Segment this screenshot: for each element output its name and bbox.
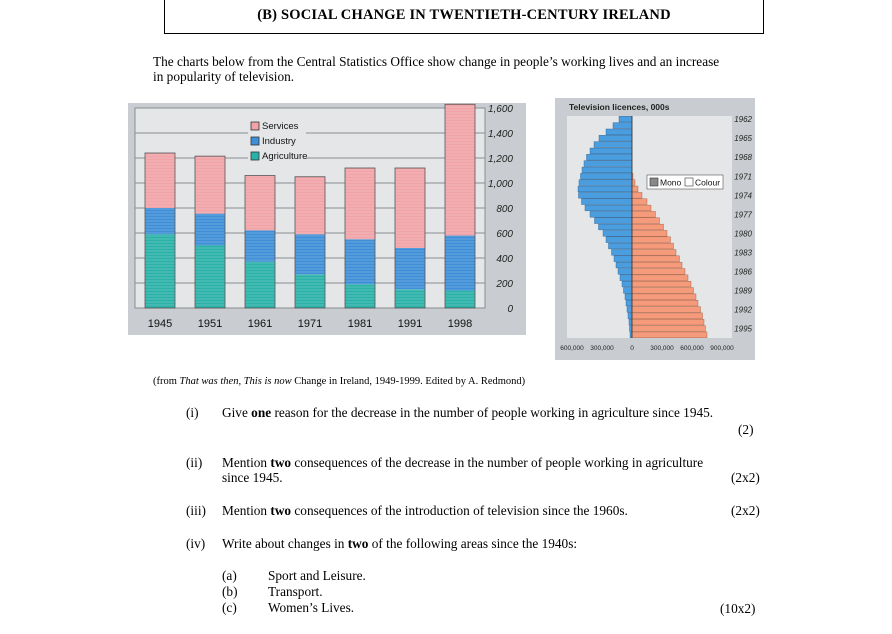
marks-i: (2) xyxy=(738,422,754,437)
bar-mono xyxy=(587,154,633,160)
bar-colour xyxy=(632,294,696,300)
x-tick-label: 900,000 xyxy=(710,345,734,352)
y-tick-label: 200 xyxy=(496,279,513,290)
subitem-text: Women’s Lives. xyxy=(268,600,355,615)
subitem-label: (a) xyxy=(222,568,237,583)
x-tick-label: 1991 xyxy=(397,318,423,330)
bar-colour xyxy=(632,319,704,325)
y-tick-label: 1,600 xyxy=(487,104,513,115)
y-tick-label: 1,200 xyxy=(487,154,513,165)
x-tick-label: 1945 xyxy=(147,318,173,330)
bar-mono xyxy=(603,230,632,236)
y-tick-label: 600 xyxy=(496,229,513,240)
question-text: Write about changes in two of the following areas since the 1940s: xyxy=(222,536,578,551)
subitem-label: (b) xyxy=(222,584,238,599)
source-prefix: (from xyxy=(153,376,180,387)
bar-mono xyxy=(599,224,633,230)
bar-colour xyxy=(632,180,635,186)
x-tick-label: 600,000 xyxy=(680,345,704,352)
x-tick-label: 300,000 xyxy=(650,345,674,352)
bar-colour xyxy=(632,313,703,319)
subitem-text: Transport. xyxy=(268,584,323,599)
bar-colour xyxy=(632,186,638,192)
y-tick-label: 0 xyxy=(507,304,513,315)
question-number: (iii) xyxy=(186,503,206,518)
bar-colour xyxy=(632,262,682,268)
legend-label-industry: Industry xyxy=(262,136,296,147)
bar-mono xyxy=(579,180,632,186)
marks-ii: (2x2) xyxy=(731,470,760,485)
bar-mono xyxy=(622,281,632,287)
y-tick-label: 1,400 xyxy=(487,129,513,140)
bar-colour xyxy=(632,230,667,236)
bar-mono xyxy=(606,237,632,243)
bar-colour xyxy=(632,218,660,224)
bar-colour xyxy=(632,243,674,249)
legend-swatch-services xyxy=(251,122,259,130)
bar-mono xyxy=(627,307,632,313)
bar-colour xyxy=(632,275,688,281)
subitem-label: (c) xyxy=(222,600,237,615)
y-tick-label: 400 xyxy=(496,254,513,265)
bar-mono xyxy=(579,192,633,198)
bar-mono xyxy=(616,262,632,268)
bar-mono xyxy=(612,250,633,256)
year-label: 1995 xyxy=(734,324,752,334)
bar-mono xyxy=(613,123,632,129)
y-tick-label: 1,000 xyxy=(487,179,513,190)
bar-colour xyxy=(632,224,664,230)
year-label: 1986 xyxy=(734,267,752,277)
source-citation xyxy=(153,376,525,387)
legend-swatch-agriculture xyxy=(251,152,259,160)
bar-colour xyxy=(632,199,647,205)
bar-colour xyxy=(632,211,656,217)
bar-mono xyxy=(599,135,632,141)
question-text-line-2: since 1945. xyxy=(222,470,283,485)
marks-iii: (2x2) xyxy=(731,503,760,518)
x-tick-label: 1971 xyxy=(297,318,323,330)
bar-colour xyxy=(632,281,691,287)
legend-label-services: Services xyxy=(262,121,299,132)
year-label: 1965 xyxy=(734,134,752,144)
bar-mono xyxy=(581,173,633,179)
question-text: Mention two consequences of the decrease in the number of people working in agriculture xyxy=(222,455,704,470)
bar-mono xyxy=(582,199,633,205)
legend-label-colour: Colour xyxy=(695,177,721,188)
marks-iv: (10x2) xyxy=(720,601,756,616)
year-label: 1962 xyxy=(734,115,752,125)
bar-mono xyxy=(582,167,632,173)
bar-colour xyxy=(632,300,698,306)
bar-mono xyxy=(594,142,632,148)
x-tick-label: 0 xyxy=(630,345,634,352)
chart-title: Television licences, 000s xyxy=(569,102,670,112)
question-number: (iv) xyxy=(186,536,206,551)
section-title: (B) SOCIAL CHANGE IN TWENTIETH-CENTURY IRELAND xyxy=(257,7,671,23)
television-licences-chart xyxy=(555,98,755,360)
year-label: 1989 xyxy=(734,286,752,296)
source-title: That was then, This is now xyxy=(179,376,292,387)
bar-colour xyxy=(632,332,707,338)
year-label: 1983 xyxy=(734,248,752,258)
bar-mono xyxy=(620,275,632,281)
year-label: 1974 xyxy=(734,191,752,201)
intro-line-1: The charts below from the Central Statistics Office show change in people’s working lives and an increase xyxy=(153,54,720,69)
year-label: 1992 xyxy=(734,305,752,315)
question-number: (ii) xyxy=(186,455,203,470)
bar-colour xyxy=(632,205,651,211)
x-tick-label: 1981 xyxy=(347,318,373,330)
question-text: Mention two consequences of the introduction of television since the 1960s. xyxy=(222,503,628,518)
x-tick-label: 300,000 xyxy=(590,345,614,352)
year-label: 1980 xyxy=(734,229,752,239)
legend-label-mono: Mono xyxy=(660,177,682,188)
bar-mono xyxy=(626,300,632,306)
bar-mono xyxy=(625,294,632,300)
year-label: 1971 xyxy=(734,172,752,182)
legend-swatch-mono xyxy=(650,178,658,186)
bar-mono xyxy=(606,129,632,135)
x-tick-label: 600,000 xyxy=(560,345,584,352)
bar-mono xyxy=(590,148,632,154)
legend-swatch-colour xyxy=(685,178,693,186)
legend-swatch-industry xyxy=(251,137,259,145)
legend-label-agriculture: Agriculture xyxy=(262,151,308,162)
bar-mono xyxy=(585,205,632,211)
subitem-text: Sport and Leisure. xyxy=(268,568,366,583)
year-label: 1968 xyxy=(734,153,752,163)
bar-colour xyxy=(632,250,676,256)
bar-colour xyxy=(632,192,642,198)
year-label: 1977 xyxy=(734,210,752,220)
bar-colour xyxy=(632,237,671,243)
question-text: Give one reason for the decrease in the number of people working in agriculture since 1945. xyxy=(222,405,714,420)
bar-mono xyxy=(609,243,633,249)
bar-colour xyxy=(632,256,680,262)
bar-mono xyxy=(628,313,632,319)
question-number: (i) xyxy=(186,405,199,420)
bar-mono xyxy=(618,269,632,275)
bar-colour xyxy=(632,326,706,332)
bar-mono xyxy=(614,256,632,262)
bar-colour xyxy=(632,269,685,275)
bar-mono xyxy=(584,161,632,167)
bar-colour xyxy=(632,288,694,294)
bar-mono xyxy=(619,116,632,122)
bar-mono xyxy=(590,211,632,217)
section-header-box xyxy=(164,0,764,34)
bar-mono xyxy=(629,319,632,325)
bar-mono xyxy=(595,218,633,224)
y-tick-label: 800 xyxy=(496,204,513,215)
x-tick-label: 1998 xyxy=(447,318,473,330)
bar-colour xyxy=(632,307,701,313)
x-tick-label: 1951 xyxy=(197,318,223,330)
bar-segment-agriculture xyxy=(295,274,325,308)
intro-paragraph xyxy=(153,54,773,84)
employment-sector-chart xyxy=(128,103,526,335)
bar-mono xyxy=(578,186,632,192)
source-suffix: Change in Ireland, 1949-1999. Edited by A. Redmond) xyxy=(291,376,526,387)
x-tick-label: 1961 xyxy=(247,318,273,330)
intro-line-2: in popularity of television. xyxy=(153,69,295,84)
bar-mono xyxy=(624,288,633,294)
